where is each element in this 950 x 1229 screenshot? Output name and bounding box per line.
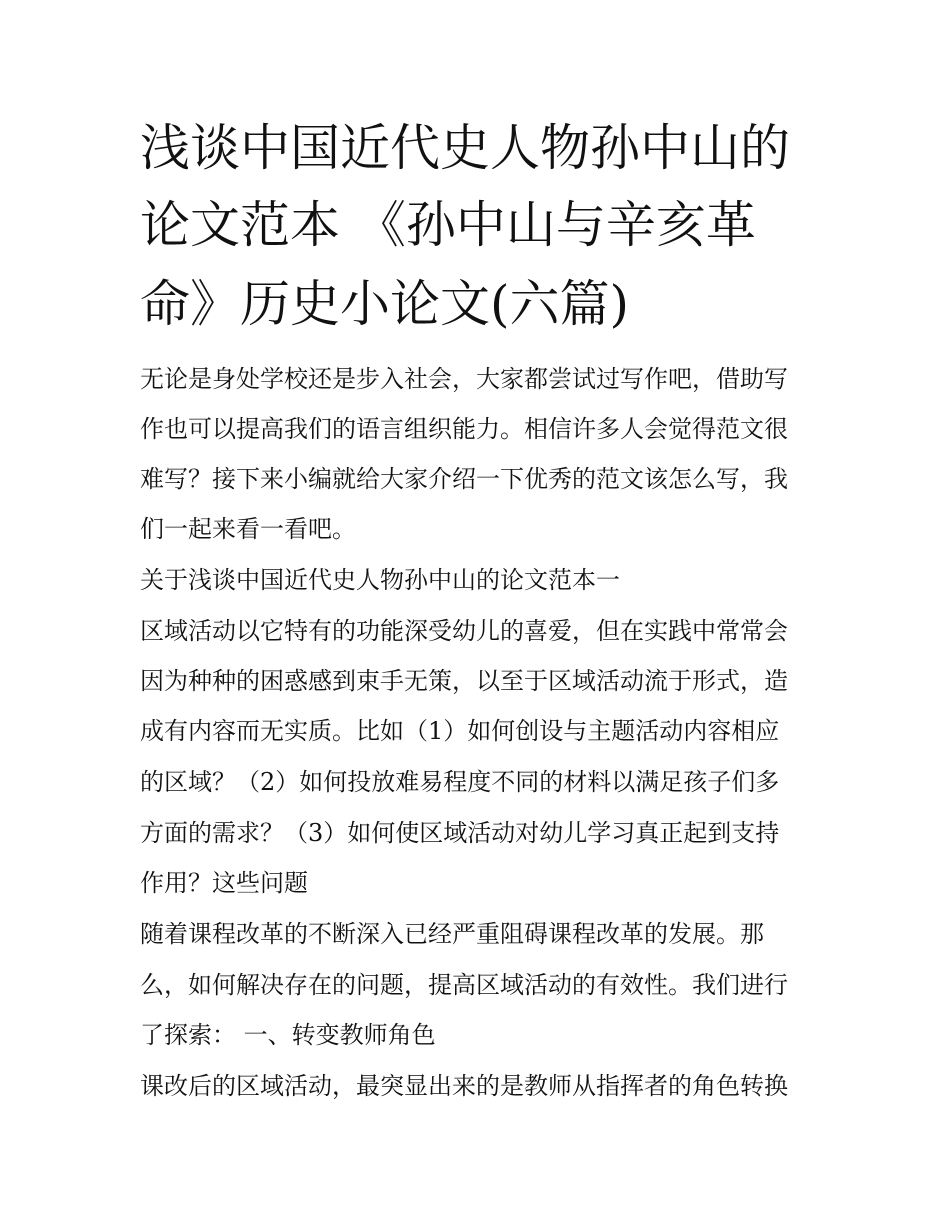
body-line: 么，如何解决存在的问题，提高区域活动的有效性。我们进行	[140, 971, 788, 999]
document-title-line-3: 命》历史小论文(六篇)	[140, 275, 630, 333]
body-line: 区域活动以它特有的功能深受幼儿的喜爱，但在实践中常常会	[140, 617, 788, 645]
body-line: 成有内容而无实质。比如（1）如何创设与主题活动内容相应	[140, 717, 780, 745]
document-title-line-2: 论文范本 《孙中山与辛亥革	[140, 196, 756, 254]
body-line: 因为种种的困惑感到束手无策，以至于区域活动流于形式，造	[140, 667, 788, 695]
section-heading: 关于浅谈中国近代史人物孙中山的论文范本一	[140, 566, 620, 594]
body-line: 的区域？（2）如何投放难易程度不同的材料以满足孩子们多	[140, 768, 780, 796]
body-line: 难写？接下来小编就给大家介绍一下优秀的范文该怎么写，我	[140, 465, 788, 493]
body-line: 作也可以提高我们的语言组织能力。相信许多人会觉得范文很	[140, 415, 788, 443]
body-line: 们一起来看一看吧。	[140, 515, 356, 543]
body-line: 无论是身处学校还是步入社会，大家都尝试过写作吧，借助写	[140, 365, 788, 393]
body-line: 课改后的区域活动，最突显出来的是教师从指挥者的角色转换	[140, 1072, 788, 1100]
body-line: 作用？这些问题	[140, 869, 308, 897]
body-line: 了探索： 一、转变教师角色	[140, 1021, 436, 1049]
body-line: 随着课程改革的不断深入已经严重阻碍课程改革的发展。那	[140, 920, 764, 948]
document-title-line-1: 浅谈中国近代史人物孙中山的	[140, 119, 790, 177]
body-line: 方面的需求？（3）如何使区域活动对幼儿学习真正起到支持	[140, 819, 780, 847]
